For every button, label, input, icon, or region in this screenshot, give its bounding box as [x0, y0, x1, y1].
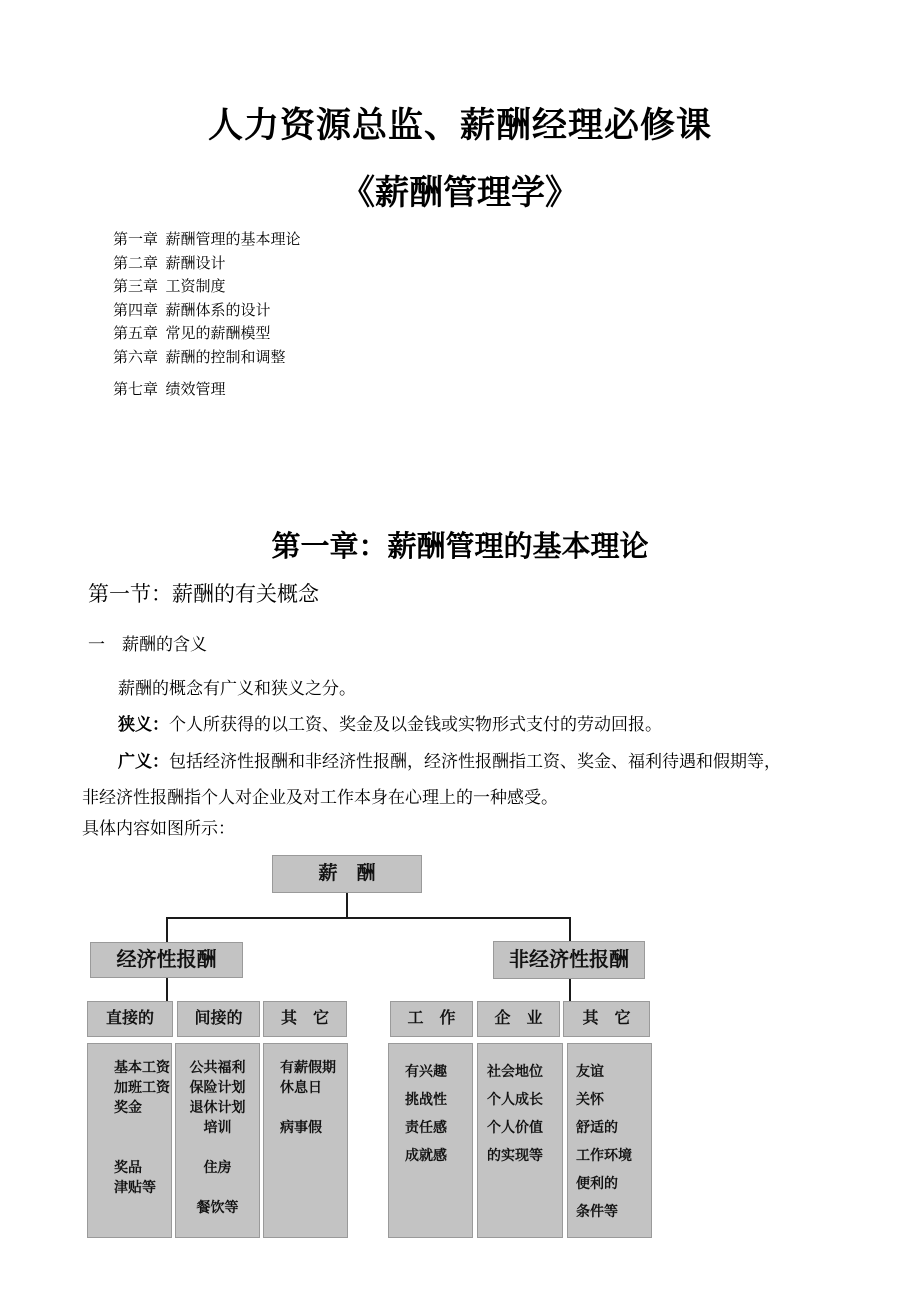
diagram-header-direct: 直接的 [87, 1001, 173, 1037]
list-line: 个人成长 [487, 1091, 543, 1107]
list-line: 餐饮等 [196, 1199, 239, 1215]
list-line: 有兴趣 [405, 1063, 447, 1079]
connector-root-down [346, 893, 348, 918]
list-line: 公共福利 [189, 1059, 246, 1075]
paragraph-broad-sense-line2: 非经济性报酬指个人对企业及对工作本身在心理上的一种感受。 [82, 788, 558, 807]
diagram-header-work: 工 作 [390, 1001, 473, 1037]
list-line: 成就感 [405, 1147, 447, 1163]
diagram-list-other-left [263, 1043, 348, 1238]
subsection-heading [88, 630, 207, 655]
list-line: 责任感 [405, 1119, 447, 1135]
list-line [176, 1177, 259, 1197]
list-line: 退休计划 [189, 1099, 246, 1115]
paragraph-text: 薪酬的概念有广义和狭义之分。 [118, 679, 356, 698]
list-line: 社会地位 [487, 1063, 543, 1079]
toc-item: 第三章 工资制度 [113, 279, 226, 295]
diagram-list-other-right [567, 1043, 652, 1238]
list-line: 便利的 [576, 1175, 618, 1191]
paragraph-figure-lead-in: 具体内容如图所示： [82, 819, 235, 838]
list-line: 病事假 [280, 1119, 322, 1135]
subsection-number: 一 [88, 635, 105, 654]
diagram-list-enterprise [477, 1043, 563, 1238]
list-line: 友谊 [576, 1063, 604, 1079]
toc-item: 第七章 绩效管理 [113, 382, 226, 398]
diagram-box-economic-reward: 经济性报酬 [90, 942, 243, 978]
diagram-list-indirect [175, 1043, 260, 1238]
chapter-heading: 第一章：薪酬管理的基本理论 [271, 531, 649, 563]
connector-horizontal [166, 917, 571, 919]
paragraph-text: 包括经济性报酬和非经济性报酬，经济性报酬指工资、奖金、福利待遇和假期等， [169, 752, 781, 771]
list-line [176, 1137, 259, 1157]
diagram-list-direct [87, 1043, 172, 1238]
diagram-header-indirect: 间接的 [177, 1001, 260, 1037]
list-line: 休息日 [280, 1079, 322, 1095]
list-line: 保险计划 [189, 1079, 246, 1095]
toc-item: 第一章 薪酬管理的基本理论 [113, 232, 301, 248]
connector-right-branch-down [569, 979, 571, 1002]
document-title: 人力资源总监、薪酬经理必修课 [207, 106, 712, 145]
toc-item: 第五章 常见的薪酬模型 [113, 326, 271, 342]
term-label: 狭义： [118, 715, 169, 734]
table-of-contents [113, 229, 301, 403]
list-line: 奖品 [114, 1159, 142, 1175]
list-line: 舒适的 [576, 1119, 618, 1135]
list-line: 关怀 [576, 1091, 604, 1107]
list-line: 津贴等 [114, 1179, 156, 1195]
list-line [114, 1137, 171, 1157]
list-line [280, 1097, 347, 1117]
paragraph-broad-sense-line1 [82, 747, 842, 772]
list-line: 挑战性 [405, 1091, 447, 1107]
diagram-header-other-right: 其 它 [563, 1001, 650, 1037]
connector-left-branch-down [166, 978, 168, 1002]
paragraph-narrow-sense [82, 710, 842, 735]
document-subtitle: 《薪酬管理学》 [341, 175, 579, 212]
list-line: 培训 [203, 1119, 232, 1135]
diagram-box-non-economic-reward: 非经济性报酬 [493, 941, 645, 979]
list-line: 条件等 [576, 1203, 618, 1219]
diagram-box-compensation: 薪 酬 [272, 855, 422, 893]
connector-right-down [569, 917, 571, 941]
list-line: 的实现等 [487, 1147, 543, 1163]
subsection-title: 薪酬的含义 [122, 635, 207, 654]
diagram-header-other-left: 其 它 [263, 1001, 347, 1037]
paragraph-intro [82, 674, 842, 699]
paragraph-text: 个人所获得的以工资、奖金及以金钱或实物形式支付的劳动回报。 [169, 715, 662, 734]
diagram-header-enterprise: 企 业 [477, 1001, 560, 1037]
diagram-list-work [388, 1043, 473, 1238]
term-label: 广义： [118, 752, 169, 771]
list-line: 基本工资 [114, 1059, 170, 1075]
connector-left-down [166, 917, 168, 942]
toc-item: 第四章 薪酬体系的设计 [113, 302, 271, 319]
list-line: 奖金 [114, 1099, 142, 1115]
list-line: 加班工资 [114, 1079, 170, 1095]
list-line: 工作环境 [576, 1147, 632, 1163]
toc-item: 第二章 薪酬设计 [113, 255, 226, 272]
section-heading: 第一节：薪酬的有关概念 [88, 582, 319, 606]
list-line: 住房 [203, 1159, 232, 1175]
list-line [114, 1117, 171, 1137]
list-line: 有薪假期 [280, 1059, 336, 1075]
toc-item: 第六章 薪酬的控制和调整 [113, 349, 286, 366]
list-line: 个人价值 [487, 1119, 543, 1135]
